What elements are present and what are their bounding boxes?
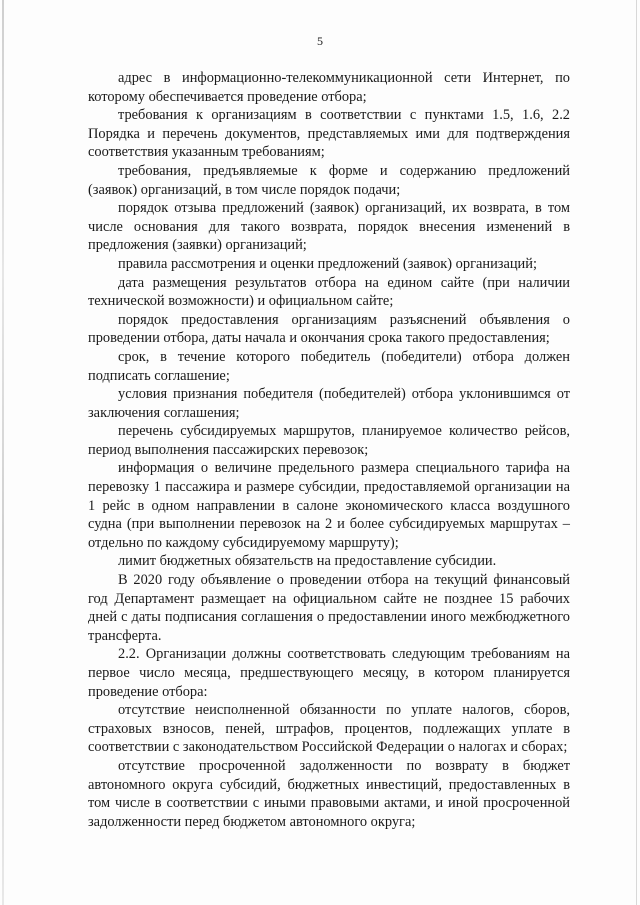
page-number: 5 — [317, 34, 323, 48]
paragraph-budget-limit: лимит бюджетных обязательств на предоставление субсидии. — [118, 553, 497, 570]
paragraph-clarification-procedure: порядок предоставления организациям разъяснений объявления о проведении отбора, даты начала и окончания срока такого предоставления; — [88, 311, 570, 347]
paragraph-proposal-form-requirements: требования, предъявляемые к форме и содержанию предложений (заявок) организаций, в том числе порядок подачи; — [88, 162, 570, 198]
scan-edge-right — [636, 0, 637, 905]
paragraph-organization-requirements: требования к организациям в соответствии с пунктами 1.5, 1.6, 2.2 Порядка и перечень документов, представляемых ими для подтверждения соответствия указанным требованиям; — [88, 107, 570, 161]
paragraph-2020-announcement: В 2020 году объявление о проведении отбора на текущий финансовый год Департамент размещает на официальном сайте не позднее 15 рабочих дней с даты подписания соглашения о предоставлении иного межбюджетного трансферта. — [88, 572, 570, 644]
paragraph-section-2-2: 2.2. Организации должны соответствовать следующим требованиям на первое число месяца, предшествующего месяцу, в котором планируется проведение отбора: — [88, 646, 570, 700]
paragraph-evasion-conditions: условия признания победителя (победителей) отбора уклонившимся от заключения соглашения; — [88, 386, 570, 421]
paragraph-no-tax-debt: отсутствие неисполненной обязанности по уплате налогов, сборов, страховых взносов, пеней, штрафов, процентов, подлежащих уплате в соответствии с законодательством Российской Федерации о налогах и сборах; — [88, 702, 570, 756]
paragraph-results-publication-date: дата размещения результатов отбора на едином сайте (при наличии технической возможности) и официальном сайте; — [88, 274, 570, 310]
paragraph-no-overdue-debt: отсутствие просроченной задолженности по возврату в бюджет автономного округа субсидий, бюджетных инвестиций, предоставленных в том числе в соответствии с иными правовыми актами, и иной просроченной задолженности перед бюджетом автономного округа; — [88, 757, 570, 830]
paragraph-signing-deadline: срок, в течение которого победитель (победители) отбора должен подписать соглашение; — [88, 348, 570, 384]
paragraph-internet-address: адрес в информационно-телекоммуникационной сети Интернет, по которому обеспечивается проведение отбора; — [88, 70, 570, 105]
paragraph-evaluation-rules: правила рассмотрения и оценки предложений (заявок) организаций; — [118, 255, 537, 272]
paragraph-tariff-information: информация о величине предельного размера специального тарифа на перевозку 1 пассажира и размере субсидии, предоставляемой организации на 1 рейс в одном направлении в салоне экономического класса воздушного судна (при выполнении перевозок на 2 и более субсидируемых маршрутах – отдельно по каждому субсидируемому маршруту); — [88, 460, 570, 551]
scan-edge-left — [2, 0, 4, 905]
document-body — [88, 69, 570, 831]
paragraph-subsidized-routes: перечень субсидируемых маршрутов, планируемое количество рейсов, период выполнения пассажирских перевозок; — [88, 423, 570, 458]
paragraph-withdrawal-procedure: порядок отзыва предложений (заявок) организаций, их возврата, в том числе основания для такого возврата, порядок внесения изменений в предложения (заявки) организаций; — [88, 200, 570, 254]
